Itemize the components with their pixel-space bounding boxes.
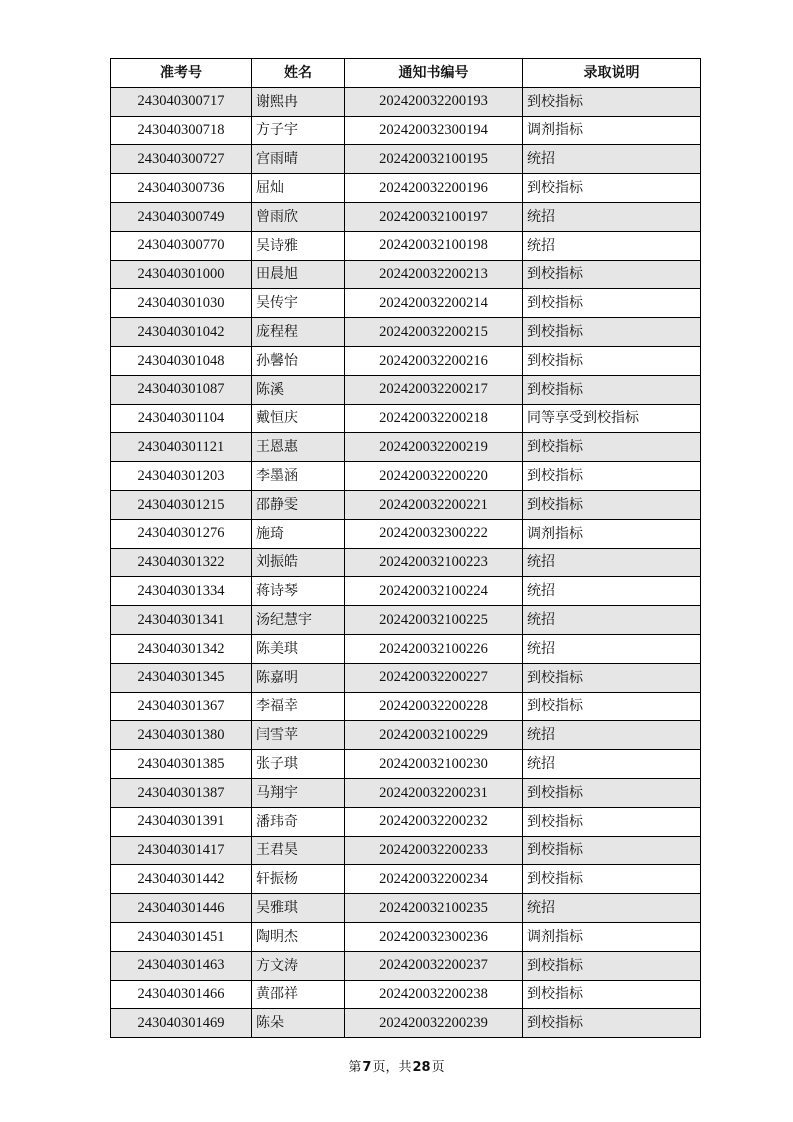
table-body [111,87,701,1037]
cell-admission-note: 到校指标 [523,433,701,462]
cell-notice-no: 202420032200221 [345,490,523,519]
cell-admission-note: 到校指标 [523,346,701,375]
table-row [111,980,701,1009]
page-footer [0,1056,793,1075]
cell-admission-note: 到校指标 [523,865,701,894]
cell-exam-no: 243040301030 [111,289,252,318]
cell-exam-no: 243040301215 [111,490,252,519]
cell-name: 王恩惠 [252,433,345,462]
cell-notice-no: 202420032200193 [345,87,523,116]
cell-exam-no: 243040301322 [111,548,252,577]
cell-exam-no: 243040301048 [111,346,252,375]
table-row [111,663,701,692]
table-row [111,174,701,203]
cell-notice-no: 202420032300222 [345,519,523,548]
footer-middle: 页，共 [372,1060,412,1075]
cell-notice-no: 202420032200234 [345,865,523,894]
table-row [111,548,701,577]
cell-name: 陶明杰 [252,922,345,951]
cell-name: 田晨旭 [252,260,345,289]
cell-name: 陈嘉明 [252,663,345,692]
table-row [111,289,701,318]
table-row [111,750,701,779]
cell-admission-note: 到校指标 [523,1009,701,1038]
cell-admission-note: 统招 [523,548,701,577]
table-row [111,490,701,519]
table-row [111,634,701,663]
cell-exam-no: 243040301334 [111,577,252,606]
cell-notice-no: 202420032200214 [345,289,523,318]
cell-notice-no: 202420032200239 [345,1009,523,1038]
cell-exam-no: 243040301276 [111,519,252,548]
cell-notice-no: 202420032200219 [345,433,523,462]
cell-name: 吴雅琪 [252,894,345,923]
cell-exam-no: 243040301000 [111,260,252,289]
cell-notice-no: 202420032100195 [345,145,523,174]
cell-notice-no: 202420032100235 [345,894,523,923]
table-row [111,462,701,491]
cell-exam-no: 243040301380 [111,721,252,750]
cell-notice-no: 202420032100229 [345,721,523,750]
table-row [111,231,701,260]
cell-admission-note: 到校指标 [523,490,701,519]
cell-exam-no: 243040301466 [111,980,252,1009]
table-row [111,778,701,807]
cell-name: 黄邵祥 [252,980,345,1009]
cell-exam-no: 243040301387 [111,778,252,807]
cell-exam-no: 243040301341 [111,606,252,635]
cell-name: 孙馨怡 [252,346,345,375]
cell-name: 邵静雯 [252,490,345,519]
header-notice-no: 通知书编号 [345,59,523,88]
cell-admission-note: 统招 [523,202,701,231]
cell-exam-no: 243040301342 [111,634,252,663]
table-row [111,433,701,462]
cell-name: 吴传宇 [252,289,345,318]
cell-exam-no: 243040301417 [111,836,252,865]
table-row [111,922,701,951]
cell-admission-note: 到校指标 [523,462,701,491]
cell-name: 李福幸 [252,692,345,721]
cell-exam-no: 243040301463 [111,951,252,980]
cell-name: 屈灿 [252,174,345,203]
cell-notice-no: 202420032200232 [345,807,523,836]
cell-exam-no: 243040301385 [111,750,252,779]
cell-exam-no: 243040301042 [111,318,252,347]
cell-name: 施琦 [252,519,345,548]
table-row [111,87,701,116]
cell-exam-no: 243040301469 [111,1009,252,1038]
header-name: 姓名 [252,59,345,88]
cell-name: 戴恒庆 [252,404,345,433]
cell-name: 陈美琪 [252,634,345,663]
footer-total-pages: 28 [412,1060,431,1075]
cell-name: 汤纪慧宇 [252,606,345,635]
cell-exam-no: 243040301203 [111,462,252,491]
cell-notice-no: 202420032200233 [345,836,523,865]
cell-notice-no: 202420032100223 [345,548,523,577]
footer-page-number: 7 [362,1060,372,1075]
header-admission-note: 录取说明 [523,59,701,88]
cell-admission-note: 统招 [523,231,701,260]
cell-admission-note: 到校指标 [523,375,701,404]
cell-notice-no: 202420032100225 [345,606,523,635]
cell-name: 宫雨晴 [252,145,345,174]
cell-notice-no: 202420032100224 [345,577,523,606]
table-header-row [111,59,701,88]
cell-exam-no: 243040300770 [111,231,252,260]
cell-name: 方文涛 [252,951,345,980]
cell-notice-no: 202420032200196 [345,174,523,203]
cell-notice-no: 202420032200213 [345,260,523,289]
cell-exam-no: 243040301451 [111,922,252,951]
cell-name: 马翔宇 [252,778,345,807]
cell-admission-note: 到校指标 [523,174,701,203]
cell-notice-no: 202420032100226 [345,634,523,663]
header-exam-no: 准考号 [111,59,252,88]
cell-notice-no: 202420032100230 [345,750,523,779]
table-row [111,951,701,980]
cell-exam-no: 243040300717 [111,87,252,116]
cell-admission-note: 到校指标 [523,289,701,318]
cell-name: 张子琪 [252,750,345,779]
table-row [111,519,701,548]
table-row [111,606,701,635]
cell-admission-note: 到校指标 [523,692,701,721]
cell-notice-no: 202420032200217 [345,375,523,404]
cell-exam-no: 243040301446 [111,894,252,923]
cell-admission-note: 到校指标 [523,980,701,1009]
cell-notice-no: 202420032300236 [345,922,523,951]
cell-exam-no: 243040300749 [111,202,252,231]
table-row [111,692,701,721]
cell-notice-no: 202420032200216 [345,346,523,375]
cell-exam-no: 243040300736 [111,174,252,203]
cell-admission-note: 到校指标 [523,260,701,289]
cell-admission-note: 调剂指标 [523,116,701,145]
cell-name: 李墨涵 [252,462,345,491]
cell-notice-no: 202420032300194 [345,116,523,145]
cell-name: 吴诗雅 [252,231,345,260]
cell-notice-no: 202420032200237 [345,951,523,980]
cell-admission-note: 到校指标 [523,318,701,347]
table-row [111,346,701,375]
cell-exam-no: 243040301391 [111,807,252,836]
cell-admission-note: 统招 [523,634,701,663]
cell-admission-note: 到校指标 [523,87,701,116]
cell-admission-note: 调剂指标 [523,922,701,951]
table-row [111,145,701,174]
cell-admission-note: 统招 [523,606,701,635]
cell-notice-no: 202420032200228 [345,692,523,721]
cell-admission-note: 到校指标 [523,836,701,865]
table-row [111,865,701,894]
table-row [111,404,701,433]
table-row [111,202,701,231]
cell-exam-no: 243040301087 [111,375,252,404]
cell-notice-no: 202420032200215 [345,318,523,347]
cell-name: 潘玮奇 [252,807,345,836]
cell-exam-no: 243040301104 [111,404,252,433]
cell-notice-no: 202420032200227 [345,663,523,692]
cell-exam-no: 243040301121 [111,433,252,462]
cell-exam-no: 243040300727 [111,145,252,174]
table-row [111,116,701,145]
cell-admission-note: 统招 [523,577,701,606]
table-row [111,577,701,606]
cell-admission-note: 调剂指标 [523,519,701,548]
footer-prefix: 第 [348,1060,362,1075]
cell-notice-no: 202420032200231 [345,778,523,807]
cell-admission-note: 到校指标 [523,951,701,980]
cell-notice-no: 202420032200220 [345,462,523,491]
cell-exam-no: 243040301442 [111,865,252,894]
cell-notice-no: 202420032100198 [345,231,523,260]
table-row [111,375,701,404]
cell-name: 陈溪 [252,375,345,404]
cell-name: 闫雪苹 [252,721,345,750]
cell-name: 王君昊 [252,836,345,865]
cell-admission-note: 统招 [523,750,701,779]
cell-name: 蒋诗琴 [252,577,345,606]
table-row [111,894,701,923]
cell-admission-note: 统招 [523,721,701,750]
cell-name: 庞程程 [252,318,345,347]
table-row [111,807,701,836]
cell-notice-no: 202420032100197 [345,202,523,231]
cell-admission-note: 统招 [523,145,701,174]
cell-notice-no: 202420032200238 [345,980,523,1009]
table-row [111,1009,701,1038]
cell-exam-no: 243040301367 [111,692,252,721]
table-row [111,836,701,865]
admission-table [110,58,701,1038]
table-row [111,318,701,347]
cell-admission-note: 到校指标 [523,807,701,836]
cell-admission-note: 同等享受到校指标 [523,404,701,433]
cell-admission-note: 到校指标 [523,778,701,807]
cell-name: 曾雨欣 [252,202,345,231]
footer-suffix: 页 [431,1060,445,1075]
table-row [111,260,701,289]
cell-name: 谢熙冉 [252,87,345,116]
cell-admission-note: 到校指标 [523,663,701,692]
cell-name: 方子宇 [252,116,345,145]
cell-exam-no: 243040301345 [111,663,252,692]
cell-name: 陈朵 [252,1009,345,1038]
cell-admission-note: 统招 [523,894,701,923]
cell-exam-no: 243040300718 [111,116,252,145]
cell-notice-no: 202420032200218 [345,404,523,433]
table-row [111,721,701,750]
cell-name: 轩振杨 [252,865,345,894]
cell-name: 刘振皓 [252,548,345,577]
